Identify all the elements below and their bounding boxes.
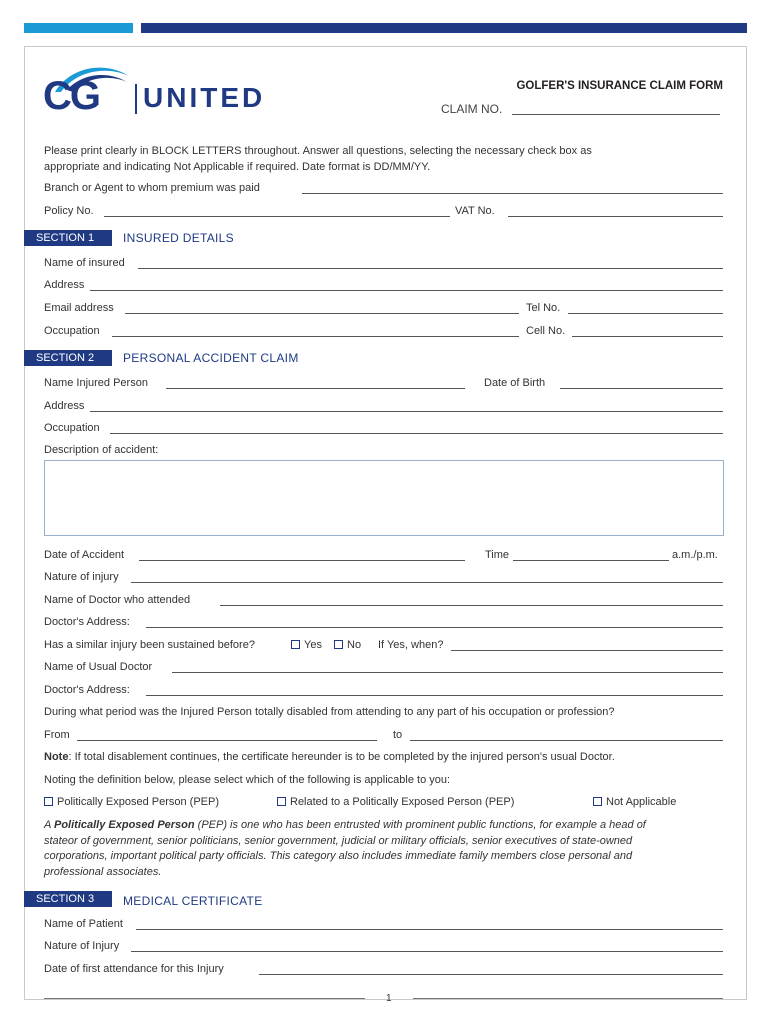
section-2-title: PERSONAL ACCIDENT CLAIM <box>123 351 299 365</box>
branch-field[interactable] <box>302 193 723 194</box>
patient-name-label: Name of Patient <box>44 918 123 930</box>
cell-field[interactable] <box>572 336 723 337</box>
usual-doctor-label: Name of Usual Doctor <box>44 661 153 673</box>
ampm-label: a.m./p.m. <box>672 549 718 561</box>
section-2-badge: SECTION 2 <box>24 350 112 366</box>
footer-rule-right <box>413 998 723 999</box>
from-label: From <box>44 729 70 741</box>
pep-checkbox-box[interactable] <box>44 797 53 806</box>
note-body: : If total disablement continues, the certificate hereunder is to be completed by the injured person's usual Doctor. <box>68 751 615 763</box>
if-yes-field[interactable] <box>451 650 723 651</box>
pep-def-line-1 <box>44 818 728 834</box>
form-title: GOLFER'S INSURANCE CLAIM FORM <box>516 80 723 92</box>
insured-address-label: Address <box>44 279 85 291</box>
usual-doctor-field[interactable] <box>172 672 723 673</box>
logo-divider <box>135 84 137 114</box>
not-applicable-checkbox[interactable] <box>593 796 676 808</box>
doctor-attended-label: Name of Doctor who attended <box>44 594 191 606</box>
if-yes-label: If Yes, when? <box>378 639 444 651</box>
injured-occupation-label: Occupation <box>44 422 100 434</box>
first-attendance-label: Date of first attendance for this Injury <box>44 963 224 975</box>
injured-address-label: Address <box>44 400 85 412</box>
page-number: 1 <box>386 993 392 1004</box>
section-3-title: MEDICAL CERTIFICATE <box>123 894 263 908</box>
related-pep-checkbox-box[interactable] <box>277 797 286 806</box>
period-question: During what period was the Injured Person totally disabled from attending to any part of his occupation or profession? <box>44 706 615 718</box>
tel-label: Tel No. <box>526 302 561 314</box>
doctor-attended-field[interactable] <box>220 605 723 606</box>
pep-def-bold: Politically Exposed Person <box>54 819 195 831</box>
policy-field[interactable] <box>104 216 450 217</box>
pep-def-prefix: A <box>44 819 54 831</box>
logo-letters: CG <box>43 74 99 118</box>
injured-name-field[interactable] <box>166 388 465 389</box>
claim-no-field[interactable] <box>512 114 720 115</box>
note-text <box>44 751 615 763</box>
yes-checkbox-box[interactable] <box>291 640 300 649</box>
insured-name-label: Name of insured <box>44 257 125 269</box>
claim-no-label: CLAIM NO. <box>441 102 503 116</box>
yes-checkbox[interactable] <box>291 639 322 651</box>
vat-label: VAT No. <box>455 205 495 217</box>
occupation-label: Occupation <box>44 325 100 337</box>
from-field[interactable] <box>77 740 377 741</box>
patient-name-field[interactable] <box>136 929 723 930</box>
time-label: Time <box>485 549 510 561</box>
tel-field[interactable] <box>568 313 723 314</box>
date-accident-label: Date of Accident <box>44 549 125 561</box>
nature-injury-label: Nature of injury <box>44 571 119 583</box>
pep-def-line-4: professional associates. <box>44 865 162 878</box>
insured-address-field[interactable] <box>90 290 723 291</box>
pep-def-line-2: stateor of government, senior politicians, senior government, judicial or military officials, senior executives of state-owned <box>44 834 633 847</box>
pep-def-line-1-text: (PEP) is one who has been entrusted with prominent public functions, for example a head of <box>194 819 646 831</box>
injured-name-label: Name Injured Person <box>44 377 148 389</box>
no-checkbox[interactable] <box>334 639 361 651</box>
usual-doctor-address-label: Doctor's Address: <box>44 684 130 696</box>
note-bold: Note <box>44 751 69 763</box>
doctor-address-label: Doctor's Address: <box>44 616 130 628</box>
policy-label: Policy No. <box>44 205 94 217</box>
yes-label: Yes <box>304 639 322 651</box>
doctor-address-field[interactable] <box>146 627 723 628</box>
email-field[interactable] <box>125 313 519 314</box>
intro-text <box>44 144 592 175</box>
not-applicable-label: Not Applicable <box>606 796 677 808</box>
email-label: Email address <box>44 302 114 314</box>
injured-address-field[interactable] <box>90 411 723 412</box>
intro-line-2: appropriate and indicating Not Applicable if required. Date format is DD/MM/YY. <box>44 160 431 173</box>
section-1-title: INSURED DETAILS <box>123 231 234 245</box>
footer-rule-left <box>44 998 365 999</box>
dob-label: Date of Birth <box>484 377 546 389</box>
injured-occupation-field[interactable] <box>110 433 723 434</box>
description-textarea[interactable] <box>44 460 724 536</box>
logo-word: UNITED <box>143 82 266 113</box>
not-applicable-checkbox-box[interactable] <box>593 797 602 806</box>
cell-label: Cell No. <box>526 325 566 337</box>
usual-doctor-address-field[interactable] <box>146 695 723 696</box>
cg-united-logo <box>43 62 303 122</box>
to-label: to <box>393 729 403 741</box>
vat-field[interactable] <box>508 216 723 217</box>
to-field[interactable] <box>410 740 723 741</box>
occupation-field[interactable] <box>112 336 519 337</box>
pep-definition <box>44 818 728 880</box>
top-accent-bar-dark <box>141 23 747 33</box>
pep-label: Politically Exposed Person (PEP) <box>57 796 220 808</box>
first-attendance-field[interactable] <box>259 974 723 975</box>
intro-line-1: Please print clearly in BLOCK LETTERS throughout. Answer all questions, selecting the necessary check box as <box>44 145 592 157</box>
section-1-badge: SECTION 1 <box>24 230 112 246</box>
no-checkbox-box[interactable] <box>334 640 343 649</box>
no-label: No <box>347 639 362 651</box>
nature-injury-field[interactable] <box>131 582 723 583</box>
insured-name-field[interactable] <box>138 268 723 269</box>
branch-label: Branch or Agent to whom premium was paid <box>44 182 260 194</box>
pep-def-line-3: corporations, important political party officials. This category also includes immediate family members close personal and <box>44 850 633 862</box>
nature-of-injury-field[interactable] <box>131 951 723 952</box>
nature-of-injury-label: Nature of Injury <box>44 940 120 952</box>
noting-text: Noting the definition below, please select which of the following is applicable to you: <box>44 774 451 786</box>
pep-checkbox[interactable] <box>44 796 219 808</box>
dob-field[interactable] <box>560 388 723 389</box>
similar-injury-label: Has a similar injury been sustained before? <box>44 639 255 651</box>
top-accent-bar-light <box>24 23 133 33</box>
section-3-badge: SECTION 3 <box>24 891 112 907</box>
related-pep-checkbox[interactable] <box>277 796 514 808</box>
related-pep-label: Related to a Politically Exposed Person (PEP) <box>290 796 515 808</box>
date-accident-field[interactable] <box>139 560 465 561</box>
time-field[interactable] <box>513 560 669 561</box>
description-label: Description of accident: <box>44 444 159 456</box>
